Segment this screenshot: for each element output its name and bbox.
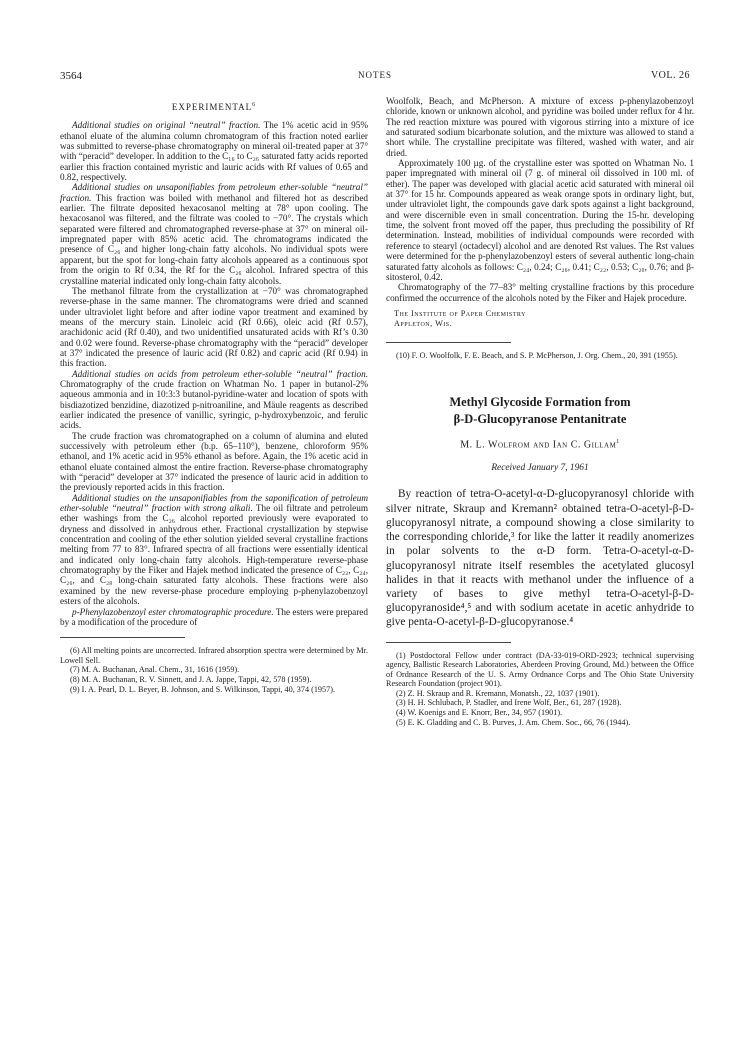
footnote: (2) Z. H. Skraup and R. Kremann, Monatsh., 22, 1037 (1901). xyxy=(396,688,600,698)
section-name: NOTES xyxy=(358,70,392,80)
institution-location: Appleton, Wis. xyxy=(394,319,453,329)
right-footnotes xyxy=(386,651,694,728)
footnote-divider xyxy=(386,342,511,343)
footnote: (8) M. A. Buchanan, R. V. Sinnett, and J. A. Jappe, Tappi, 42, 578 (1959). xyxy=(70,674,312,684)
left-footnotes xyxy=(60,646,368,694)
footnote: (9) I. A. Pearl, D. L. Beyer, B. Johnson, and S. Wilkinson, Tappi, 40, 374 (1957). xyxy=(70,684,335,694)
paragraph-saponification: Additional studies on the unsaponifiables from the saponification of petroleum ether-soluble “neutral” fraction with strong alkali. The oil filtrate and petroleum ether washings from the C₂₆ alcohol reported previously were evaporated to dryness and dissolved in anhydrous ether. Fractional crystallization by stepwise concentration and cooling of the ether solution yielded several crystalline fractions melting from 77 to 83°. Infrared spectra of all fractions were essentially identical and indicated only long-chain fatty alcohols. High-temperature reverse-phase chromatography by the Fiker and Hajek method indicated the presence of C₂₂, C₂₄, C₂₆, and C₂₈ long-chain saturated fatty alcohols. These fractions were also examined by the new reverse-phase procedure employing p-phenylazobenzoyl esters of the alcohols. xyxy=(60,492,368,607)
footnote: (3) H. H. Schlubach, P. Stadler, and Irene Wolf, Ber., 61, 287 (1928). xyxy=(396,698,622,708)
right-column xyxy=(386,96,694,727)
footnote-divider xyxy=(60,637,185,638)
footnote: (6) All melting points are uncorrected. Infrared absorption spectra were determined by Mr. Lowell Sell. xyxy=(60,646,368,665)
running-head xyxy=(60,70,690,84)
paragraph-methanol-filtrate: The methanol filtrate from the crystallization at −70° was chromatographed reverse-phase in the same manner. The chromatograms were dried and scanned under ultraviolet light before and after iodine vapor treatment and examined by means of the mercury stain. Linoleic acid (Rf 0.66), oleic acid (Rf 0.57), arachidonic acid (Rf 0.40), and two unidentified unsaturated acids with Rf’s 0.30 and 0.02 were found. Reverse-phase chromatography with the “peracid” developer at 37° indicated the presence of lauric acid (Rf 0.82) and capric acid (Rf 0.94) in this fraction. xyxy=(60,285,368,369)
footnote: (1) Postdoctoral Fellow under contract (DA-33-019-ORD-2923; technical supervising agency, Ballistic Research Laboratories, Aberdeen Proving Ground, Md.) between the Office of Ordnance Research of the U. S. Army Ordnance Corps and The Ohio State University Research Foundation (project 901). xyxy=(386,650,694,689)
institution-name: The Institute of Paper Chemistry xyxy=(394,308,526,318)
left-column xyxy=(60,96,368,694)
article-authors: M. L. Wolfrom and Ian C. Gillam$^1$ xyxy=(460,439,620,451)
paragraph-ester-procedure: p-Phenylazobenzoyl ester chromatographic procedure. The esters were prepared by a modification of the procedure of xyxy=(60,606,368,627)
volume-number: VOL. 26 xyxy=(650,70,690,81)
paragraph-confirmation: Chromatography of the 77–83° melting crystalline fractions by this procedure confirmed the occurrence of the alcohols noted by the Fiker and Hajek procedure. xyxy=(386,282,694,303)
article-title: Methyl Glycoside Formation from β-D-Glucopyranose Pentanitrate xyxy=(449,395,631,426)
paragraph-crude-fraction: The crude fraction was chromatographed on a column of alumina and eluted successively with petroleum ether (b.p. 65–110°), benzene, chloroform 95% ethanol, and 1% acetic acid in 95% ethanol as before. Again, the 1% acetic acid in ethanol eluate contained almost the entire fraction. Reverse-phase chromatography with “peracid” developer at 37° indicated the presence of lauric acid in addition to the previously reported acids in this fraction. xyxy=(60,430,368,493)
experimental-heading: EXPERIMENTAL$^6$ xyxy=(171,102,257,112)
footnote-divider xyxy=(386,642,511,643)
paragraph-ester-spotting: Approximately 100 µg. of the crystalline ester was spotted on Whatman No. 1 paper impregnated with mineral oil (7 g. of mineral oil dissolved in 100 ml. of ether). The paper was developed with glacial acetic acid saturated with mineral oil at 37° for 15 hr. Compounds appeared as weak orange spots in ordinary light, but, under ultraviolet light, the compounds gave dark spots against a light background, and were discernible even in small concentration. During the 15-hr. developing time, the solvent front moved off the paper, thus precluding the possibility of Rf determination. Instead, mobilities of individual compounds were recorded with reference to stearyl (octadecyl) alcohol and are denoted Rst values. The Rst values were determined for the p-phenylazobenzoyl esters of several authentic long-chain saturated fatty alcohols as follows: C₂₄, 0.24; C₂₆, 0.41; C₂₂, 0.53; C₂₀, 0.76; and β-sitosterol, 0.42. xyxy=(386,158,694,282)
affiliation xyxy=(394,309,694,330)
paragraph-acids: Additional studies on acids from petroleum ether-soluble “neutral” fraction. Chromatography of the crude fraction on Whatman No. 1 paper in butanol-2% aqueous ammonia and in 10:3:3 butanol-pyridine-water and location of spots with bisdiazotized benzidine, diazotized p-nitroaniline, and Mäule reagents as described earlier indicated the presence of vanillic, syringic, p-hydroxybenzoic, and ferulic acids. xyxy=(60,368,368,431)
paragraph-unsaponifiables: Additional studies on unsaponifiables from petroleum ether-soluble “neutral” fraction. This fraction was boiled with methanol and filtered hot as described earlier. The filtrate deposited hexacosanol melting at 78° upon cooling. The hexacosanol was filtered, and the filtrate was cooled to −70°. The crystals which separated were filtered and chromatographed reverse-phase at 37° on mineral oil-impregnated paper with 85% acetic acid. The chromatograms indicated the presence of C₂₆ and higher long-chain fatty alcohols. No individual spots were apparent, but the spot for long-chain fatty alcohols appeared as a continuous spot from the origin to Rf 0.34, the Rf for the C₂₆ alcohol. Infrared spectra of this crystalline material indicated only long-chain fatty alcohols. xyxy=(60,182,368,286)
paragraph-woolfolk-continued: Woolfolk, Beach, and McPherson. A mixture of excess p-phenylazobenzoyl chloride, known or unknown alcohol, and pyridine was boiled under reflux for 4 hr. The red reaction mixture was poured with vigorous stirring into a mixture of ice and saturated sodium bicarbonate solution, and the mixture was allowed to stand a short while. The crystalline precipitate was filtered, washed with water, and air dried. xyxy=(386,96,694,158)
footnote: (4) W. Koenigs and E. Knorr, Ber., 34, 957 (1901). xyxy=(396,708,563,718)
footnote: (10) F. O. Woolfolk, F. E. Beach, and S. P. McPherson, J. Org. Chem., 20, 391 (1955). xyxy=(396,350,678,360)
paragraph-original-neutral: Additional studies on original “neutral” fraction. The 1% acetic acid in 95% ethanol eluate of the alumina column chromatogram of this fraction noted earlier was submitted to reverse-phase chromatography on mineral oil-treated paper at 37° with “peracid” developer. In addition to the C₁₆ to C₂₆ saturated fatty acids reported earlier this fraction contained myristic and lauric acids with Rf values of 0.65 and 0.82, respectively. xyxy=(60,120,368,183)
page-number: 3564 xyxy=(60,70,82,82)
footnote: (5) E. K. Gladding and C. B. Purves, J. Am. Chem. Soc., 66, 76 (1944). xyxy=(396,717,631,727)
article-body: By reaction of tetra-O-acetyl-α-D-glucopyranosyl chloride with silver nitrate, Skraup and Kremann² obtained tetra-O-acetyl-β-D-glucopyranosyl nitrate, a compound showing a close similarity to the corresponding chloride,³ for like the latter it readily anomerizes in polar solvents to the α-D form. Tetra-O-acetyl-α-D-glucopyranosyl nitrate itself resembles the acetylated glucosyl halides in that it reacts with methanol under the influence of a variety of bases to give methyl tetra-O-acetyl-β-D-glucopyranoside⁴,⁵ and with sodium acetate in acetic anhydride to give penta-O-acetyl-β-D-glucopyranose.⁴ xyxy=(386,488,694,629)
footnote: (7) M. A. Buchanan, Anal. Chem., 31, 1616 (1959). xyxy=(70,665,240,675)
received-date: Received January 7, 1961 xyxy=(491,463,589,474)
